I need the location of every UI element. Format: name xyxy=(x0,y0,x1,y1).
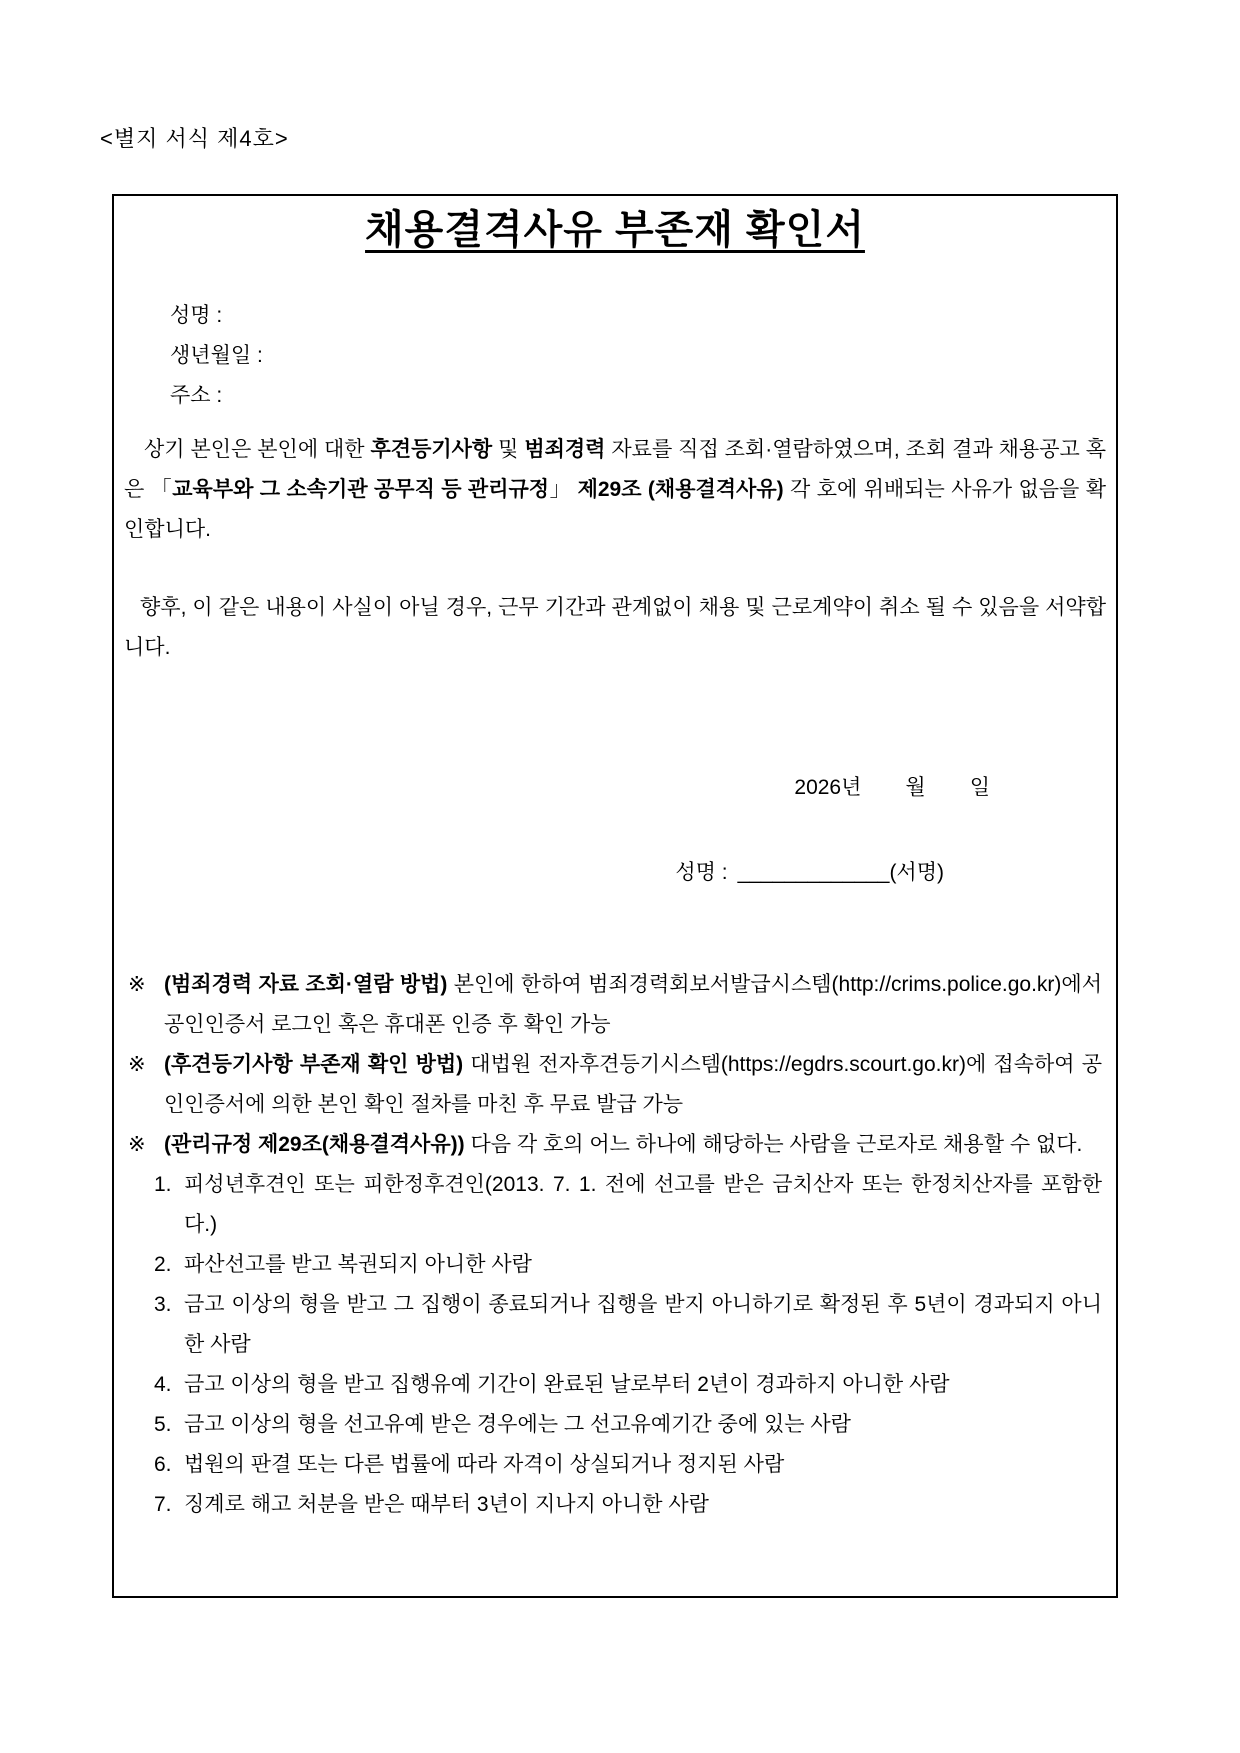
note-body: 본인에 한하여 범죄경력회보서발급시스템(http://crims.police.go.kr)에서 공인인증서 로그인 혹은 휴대폰 인증 후 확인 가능 xyxy=(164,973,1102,1036)
law-item-3 xyxy=(154,1285,1102,1365)
text-segment-bold: 교육부와 그 소속기관 공무직 등 관리규정 xyxy=(172,478,550,501)
law-item-5 xyxy=(154,1405,1102,1445)
item-text: 금고 이상의 형을 받고 집행유예 기간이 완료된 날로부터 2년이 경과하지 아니한 사람 xyxy=(184,1373,950,1396)
notes-section xyxy=(128,965,1102,1525)
law-item-7 xyxy=(154,1485,1102,1525)
date-month: 월 xyxy=(905,776,926,799)
item-number: 2. xyxy=(154,1253,172,1276)
date-line xyxy=(124,768,1106,808)
item-text: 금고 이상의 형을 받고 그 집행이 종료되거나 집행을 받지 아니하기로 확정된 후 5년이 경과되지 아니한 사람 xyxy=(184,1293,1102,1356)
signature-suffix: (서명) xyxy=(889,861,944,884)
item-text: 파산선고를 받고 복권되지 아니한 사람 xyxy=(184,1253,532,1276)
text-segment-bold: 제29조 (채용결격사유) xyxy=(577,478,784,501)
law-item-4 xyxy=(154,1365,1102,1405)
note-body: 다음 각 호의 어느 하나에 해당하는 사람을 근로자로 채용할 수 없다. xyxy=(464,1133,1083,1156)
note-crime-record-method xyxy=(128,965,1102,1045)
disqualification-list xyxy=(154,1165,1102,1525)
text-segment: 각 호에 위배되는 사유가 없음을 확인합니다. xyxy=(124,478,1106,541)
text-segment-bold: 후견등기사항 xyxy=(370,438,493,461)
item-text: 피성년후견인 또는 피한정후견인(2013. 7. 1. 전에 선고를 받은 금치산자 또는 한정치산자를 포함한다.) xyxy=(184,1173,1102,1236)
note-header: (관리규정 제29조(채용결격사유)) xyxy=(164,1133,465,1156)
reference-mark: ※ xyxy=(128,1053,146,1076)
item-number: 7. xyxy=(154,1493,172,1516)
law-item-2 xyxy=(154,1245,1102,1285)
item-text: 금고 이상의 형을 선고유예 받은 경우에는 그 선고유예기간 중에 있는 사람 xyxy=(184,1413,851,1436)
document-border-box xyxy=(112,194,1118,1598)
personal-info-fields xyxy=(170,296,1106,416)
signature-line xyxy=(124,853,1106,893)
note-header: (범죄경력 자료 조회·열람 방법) xyxy=(164,973,448,996)
declaration-paragraph xyxy=(124,430,1106,550)
address-field-label: 주소 : xyxy=(170,384,223,407)
text-segment: 」 xyxy=(549,478,578,501)
item-number: 1. xyxy=(154,1173,172,1196)
reference-mark: ※ xyxy=(128,973,146,996)
note-body: 대법원 전자후견등기시스템(https://egdrs.scourt.go.kr)에 접속하여 공인인증서에 의한 본인 확인 절차를 마친 후 무료 발급 가능 xyxy=(164,1053,1102,1116)
text-segment: 상기 본인은 본인에 대한 xyxy=(144,438,371,461)
signature-blank: _____________ xyxy=(737,861,890,884)
date-day: 일 xyxy=(969,776,990,799)
signature-name-label: 성명 : xyxy=(675,861,728,884)
note-regulation-article29 xyxy=(128,1125,1102,1165)
item-number: 4. xyxy=(154,1373,172,1396)
law-item-1 xyxy=(154,1165,1102,1245)
item-number: 3. xyxy=(154,1293,172,1316)
text-segment: 자료를 직접 조회·열람하였으며, 조회 결과 채용공고 혹은 「 xyxy=(124,438,1106,501)
item-text: 법원의 판결 또는 다른 법률에 따라 자격이 상실되거나 정지된 사람 xyxy=(184,1453,785,1476)
date-year: 2026년 xyxy=(794,776,862,799)
name-field-label: 성명 : xyxy=(170,304,223,327)
item-text: 징계로 해고 처분을 받은 때부터 3년이 지나지 아니한 사람 xyxy=(184,1493,709,1516)
note-guardianship-method xyxy=(128,1045,1102,1125)
document-title: 채용결격사유 부존재 확인서 xyxy=(365,208,865,252)
pledge-paragraph: 향후, 이 같은 내용이 사실이 아닐 경우, 근무 기간과 관계없이 채용 및 근로계약이 취소 될 수 있음을 서약합니다. xyxy=(124,596,1106,659)
text-segment-bold: 범죄경력 xyxy=(524,438,606,461)
reference-mark: ※ xyxy=(128,1133,146,1156)
form-number-label: <별지 서식 제4호> xyxy=(100,126,289,151)
item-number: 6. xyxy=(154,1453,172,1476)
text-segment: 및 xyxy=(492,438,525,461)
law-item-6 xyxy=(154,1445,1102,1485)
birthdate-field-label: 생년월일 : xyxy=(170,344,263,367)
item-number: 5. xyxy=(154,1413,172,1436)
note-header: (후견등기사항 부존재 확인 방법) xyxy=(164,1053,464,1076)
